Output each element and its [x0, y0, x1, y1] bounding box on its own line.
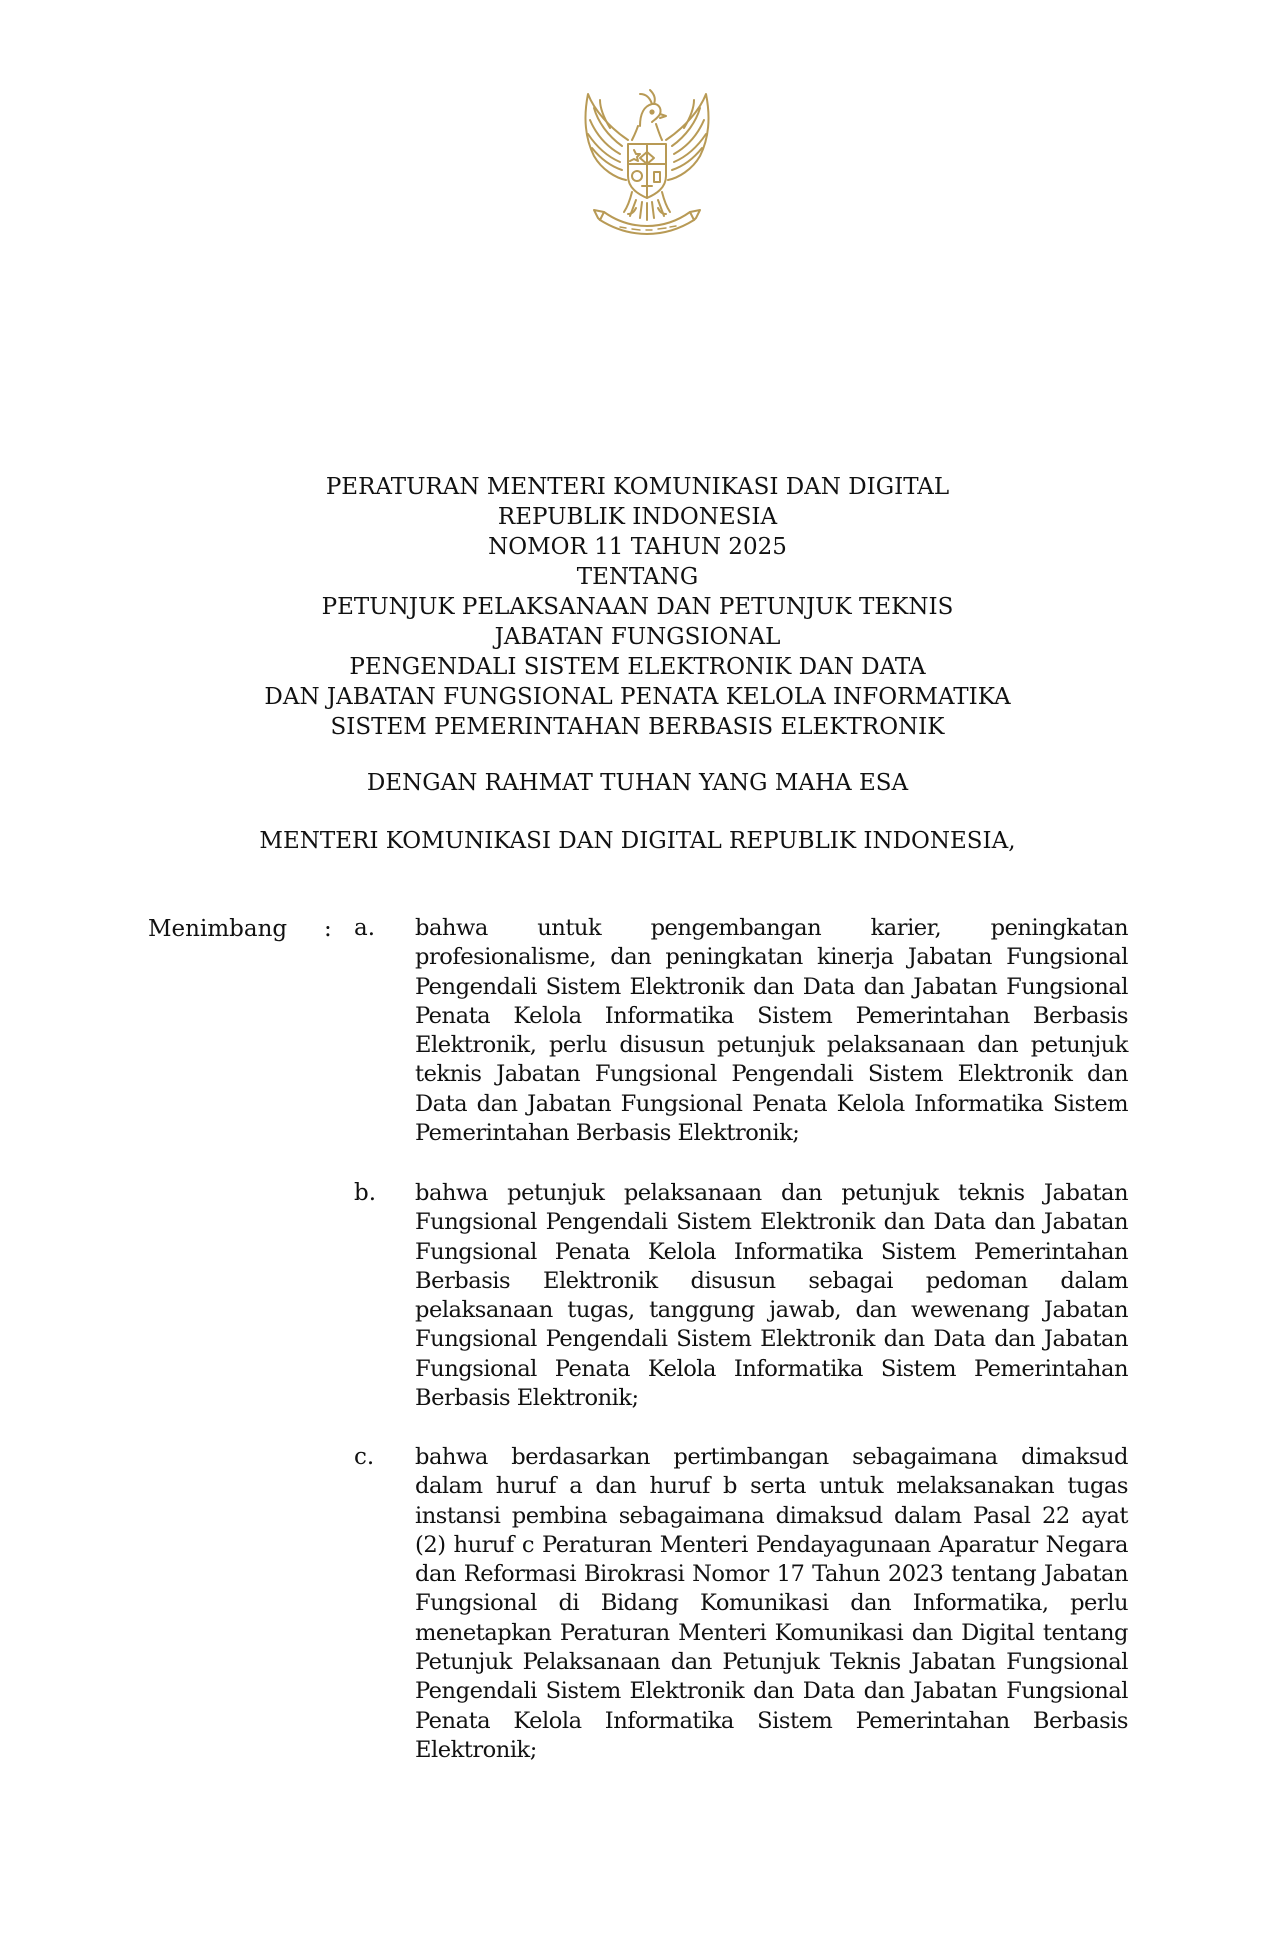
title-line-country: REPUBLIK INDONESIA [497, 504, 778, 530]
document-title [0, 472, 1275, 742]
minister-heading: MENTERI KOMUNIKASI DAN DIGITAL REPUBLIK INDONESIA, [259, 828, 1016, 854]
title-line-subject-5: SISTEM PEMERINTAHAN BERBASIS ELEKTRONIK [330, 714, 945, 740]
item-text-a: bahwa untuk pengembangan karier, peningkatan profesionalisme, dan peningkatan kinerja Jabatan Fungsional Pengendali Sistem Elektronik dan Data dan Jabatan Fungsional Penata Kelola Informatika Sistem Pemerintahan Berbasis Elektronik, perlu disusun petunjuk pelaksanaan dan petunjuk teknis Jabatan Fungsional Pengendali Sistem Elektronik dan Data dan Jabatan Fungsional Penata Kelola Informatika Sistem Pemerintahan Berbasis Elektronik; [415, 915, 1128, 1147]
title-line-tentang: TENTANG [576, 564, 699, 590]
title-line-regulation: PERATURAN MENTERI KOMUNIKASI DAN DIGITAL [325, 474, 950, 500]
menimbang-label: Menimbang [148, 916, 288, 942]
title-line-subject-1: PETUNJUK PELAKSANAAN DAN PETUNJUK TEKNIS [321, 594, 954, 620]
rahmat-heading: DENGAN RAHMAT TUHAN YANG MAHA ESA [366, 770, 909, 796]
title-line-number: NOMOR 11 TAHUN 2025 [488, 534, 787, 560]
item-letter-b: b. [354, 1180, 377, 1206]
title-line-subject-2: JABATAN FUNGSIONAL [494, 624, 781, 650]
item-letter-c: c. [354, 1444, 375, 1470]
title-line-subject-3: PENGENDALI SISTEM ELEKTRONIK DAN DATA [349, 654, 926, 680]
item-text-b: bahwa petunjuk pelaksanaan dan petunjuk teknis Jabatan Fungsional Pengendali Sistem Elektronik dan Data dan Jabatan Fungsional Penata Kelola Informatika Sistem Pemerintahan Berbasis Elektronik disusun sebagai pedoman dalam pelaksanaan tugas, tanggung jawab, dan wewenang Jabatan Fungsional Pengendali Sistem Elektronik dan Data dan Jabatan Fungsional Penata Kelola Informatika Sistem Pemerintahan Berbasis Elektronik; [415, 1180, 1128, 1412]
item-letter-a: a. [354, 915, 376, 941]
item-text-c: bahwa berdasarkan pertimbangan sebagaimana dimaksud dalam huruf a dan huruf b serta untuk melaksanakan tugas instansi pembina sebagaimana dimaksud dalam Pasal 22 ayat (2) huruf c Peraturan Menteri Pendayagunaan Aparatur Negara dan Reformasi Birokrasi Nomor 17 Tahun 2023 tentang Jabatan Fungsional di Bidang Komunikasi dan Informatika, perlu menetapkan Peraturan Menteri Komunikasi dan Digital tentang Petunjuk Pelaksanaan dan Petunjuk Teknis Jabatan Fungsional Pengendali Sistem Elektronik dan Data dan Jabatan Fungsional Penata Kelola Informatika Sistem Pemerintahan Berbasis Elektronik; [415, 1444, 1128, 1763]
garuda-pancasila-emblem-icon [570, 88, 724, 244]
menimbang-colon: : [324, 916, 332, 942]
title-line-subject-4: DAN JABATAN FUNGSIONAL PENATA KELOLA INFORMATIKA [264, 684, 1011, 710]
